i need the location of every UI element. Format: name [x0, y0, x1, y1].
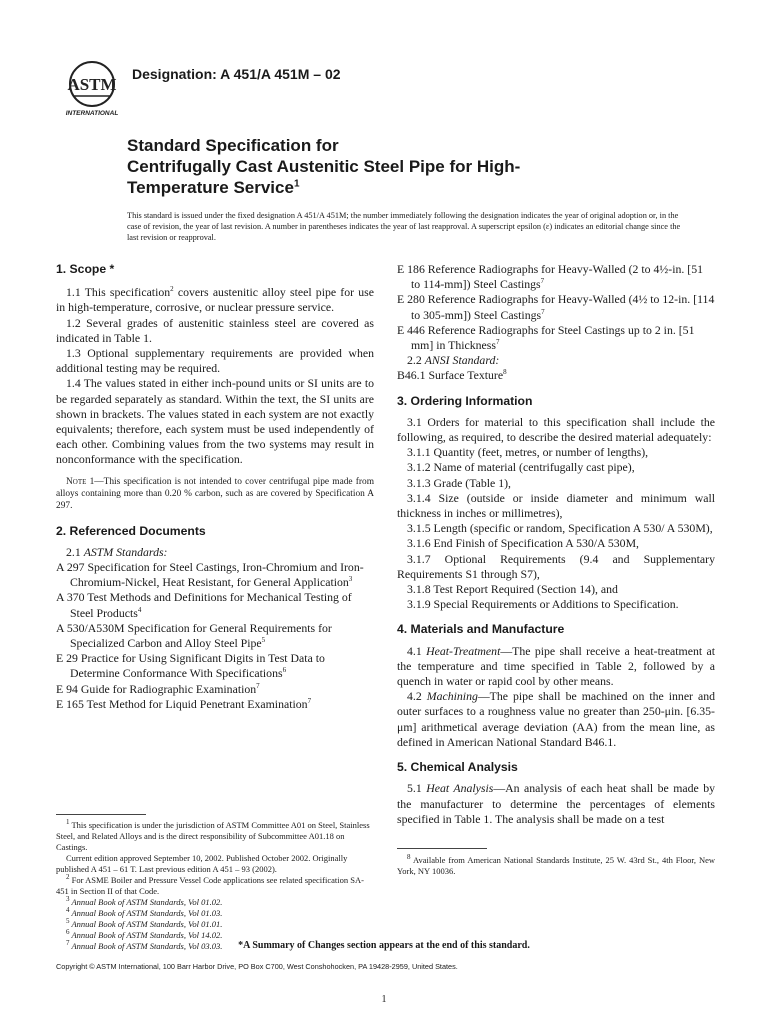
section-5-heading: 5. Chemical Analysis [397, 760, 518, 775]
footnotes-left [56, 820, 374, 952]
para-3-1-8: 3.1.8 Test Report Required (Section 14), and [407, 582, 618, 597]
para-3-1-9: 3.1.9 Special Requirements or Additions to Specification. [407, 597, 679, 612]
designation: Designation: A 451/A 451M – 02 [132, 66, 341, 82]
note-1: Note 1—This specification is not intended to cover centrifugal pipe made from alloys containing more than 0.20 % carbon, such as are covered by Specification A 297. [56, 476, 374, 511]
page-number: 1 [381, 994, 387, 1005]
footnote-rule-left [56, 814, 146, 815]
para-1-3: 1.3 Optional supplementary requirements are provided when additional testing may be required. [56, 346, 374, 376]
right-column [397, 262, 715, 827]
footnote-rule-right [397, 848, 487, 849]
ref-e186: E 186 Reference Radiographs for Heavy-Walled (2 to 4½-in. [51 to 114-mm]) Steel Castings$^7$ [397, 262, 703, 292]
footnote-1-edition: Current edition approved September 10, 2002. Published October 2002. Originally published A 451 – 61 T. Last previous edition A 451 – 93 (2002). [56, 853, 348, 874]
para-3-1-1: 3.1.1 Quantity (feet, metres, or number of lengths), [407, 445, 649, 460]
para-3-1-3: 3.1.3 Grade (Table 1), [407, 475, 511, 490]
ref-e29: E 29 Practice for Using Significant Digits in Test Data to Determine Conformance With Specifications$^6$ [56, 651, 325, 681]
svg-text:ASTM: ASTM [67, 75, 117, 94]
para-3-1-5: 3.1.5 Length (specific or random, Specification A 530/ A 530M), [407, 521, 713, 536]
summary-of-changes-note: *A Summary of Changes section appears at the end of this standard. [238, 940, 530, 951]
para-3-1-6: 3.1.6 End Finish of Specification A 530/A 530M, [407, 536, 640, 551]
left-column [56, 262, 374, 712]
footnote-7: $^7$ Annual Book of ASTM Standards, Vol 03.03. [66, 939, 223, 951]
para-2-2: 2.2 ANSI Standard: [407, 353, 500, 368]
footnote-8: $^8$ Available from American National Standards Institute, 25 W. 43rd St., 4th Floor, New York, NY 10036. [397, 853, 715, 876]
ref-e280: E 280 Reference Radiographs for Heavy-Walled (4½ to 12-in. [114 to 305-mm]) Steel Castings$^7$ [397, 292, 715, 322]
para-3-1: 3.1 Orders for material to this specification shall include the following, as required, to describe the desired material adequately: [397, 414, 715, 445]
title-line-2: Centrifugally Cast Austenitic Steel Pipe for High- [127, 157, 521, 176]
para-1-4: 1.4 The values stated in either inch-pound units or SI units are to be regarded separately as standard. Within the text, the SI units are shown in brackets. The values stated in each system are not exactly equivalents; therefore, each system must be used independently of each other. Combining values from the two systems may result in nonconformance with the specification. [56, 376, 374, 467]
ref-e94: E 94 Guide for Radiographic Examination$^7$ [56, 681, 260, 696]
ref-e165: E 165 Test Method for Liquid Penetrant Examination$^7$ [56, 696, 312, 711]
para-3-1-7: 3.1.7 Optional Requirements (9.4 and Supplementary Requirements S1 through S7), [397, 551, 715, 581]
para-2-1: 2.1 ASTM Standards: [66, 544, 168, 559]
para-1-1: 1.1 This specification$^2$ covers austenitic alloy steel pipe for use in high-temperature, corrosive, or nuclear pressure service. [56, 285, 374, 315]
ref-a297: A 297 Specification for Steel Castings, Iron-Chromium and Iron-Chromium-Nickel, Heat Resistant, for General Application$^3$ [56, 560, 364, 590]
ref-e446: E 446 Reference Radiographs for Steel Castings up to 2 in. [51 mm] in Thickness$^7$ [397, 322, 695, 353]
astm-logo [60, 58, 124, 118]
para-4-1: 4.1 Heat-Treatment—The pipe shall receive a heat-treatment at the temperature and time specified in Table 2, followed by a quench in water or rapid cool by other means. [397, 643, 715, 689]
logo-international-text: INTERNATIONAL [65, 110, 119, 117]
footnote-6: $^6$ Annual Book of ASTM Standards, Vol 14.02. [66, 928, 223, 940]
footnote-3: $^3$ Annual Book of ASTM Standards, Vol 01.02. [66, 895, 223, 907]
copyright-line: Copyright © ASTM International, 100 Barr Harbor Drive, PO Box C700, West Conshohocken, PA 19428-2959, United States. [56, 962, 458, 971]
title-line-3: Temperature Service$^1$ [127, 178, 300, 197]
section-4-heading: 4. Materials and Manufacture [397, 622, 565, 637]
para-1-2: 1.2 Several grades of austenitic stainless steel are covered as indicated in Table 1. [56, 315, 374, 345]
section-3-heading: 3. Ordering Information [397, 393, 533, 408]
footnotes-right [397, 855, 715, 877]
footnote-4: $^4$ Annual Book of ASTM Standards, Vol 01.03. [66, 906, 223, 918]
footnote-1: $^1$ This specification is under the jurisdiction of ASTM Committee A01 on Steel, Stainless Steel, and Related Alloys and is the direct responsibility of Subcommittee A01.18 on Castings. [56, 818, 370, 852]
footnote-2: $^2$ For ASME Boiler and Pressure Vessel Code applications see related specification SA-451 in Section II of that Code. [56, 873, 364, 896]
ref-a530: A 530/A530M Specification for General Requirements for Specialized Carbon and Alloy Steel Pipe$^5$ [56, 620, 332, 651]
section-2-heading: 2. Referenced Documents [56, 523, 206, 538]
document-title [127, 135, 687, 198]
section-1-heading: 1. Scope * [56, 262, 115, 276]
title-footnote-mark: 1 [293, 178, 300, 190]
footnote-5: $^5$ Annual Book of ASTM Standards, Vol 01.01. [66, 917, 223, 929]
title-line-1: Standard Specification for [127, 136, 339, 155]
ref-b46: B46.1 Surface Texture$^8$ [397, 368, 507, 383]
para-3-1-4: 3.1.4 Size (outside or inside diameter and minimum wall thickness in inches or millimetres), [397, 490, 715, 521]
para-3-1-2: 3.1.2 Name of material (centrifugally cast pipe), [407, 460, 635, 475]
ref-a370: A 370 Test Methods and Definitions for Mechanical Testing of Steel Products$^4$ [56, 590, 352, 620]
para-5-1: 5.1 Heat Analysis—An analysis of each heat shall be made by the manufacturer to determine the percentages of elements specified in Table 1. The analysis shall be made on a test [397, 781, 716, 826]
para-4-2: 4.2 Machining—The pipe shall be machined on the inner and outer surfaces to a roughness value no greater than 250-μin. [6.35-μm] arithmetical average deviation (AA) from the mean line, as defined in American National Standard B46.1. [397, 689, 716, 749]
intro-note: This standard is issued under the fixed designation A 451/A 451M; the number immediately following the designation indicates the year of original adoption or, in the case of revision, the year of last revision. A number in parentheses indicates the year of last reapproval. A superscript epsilon (ε) indicates an editorial change since the last revision or reapproval. [127, 211, 681, 242]
